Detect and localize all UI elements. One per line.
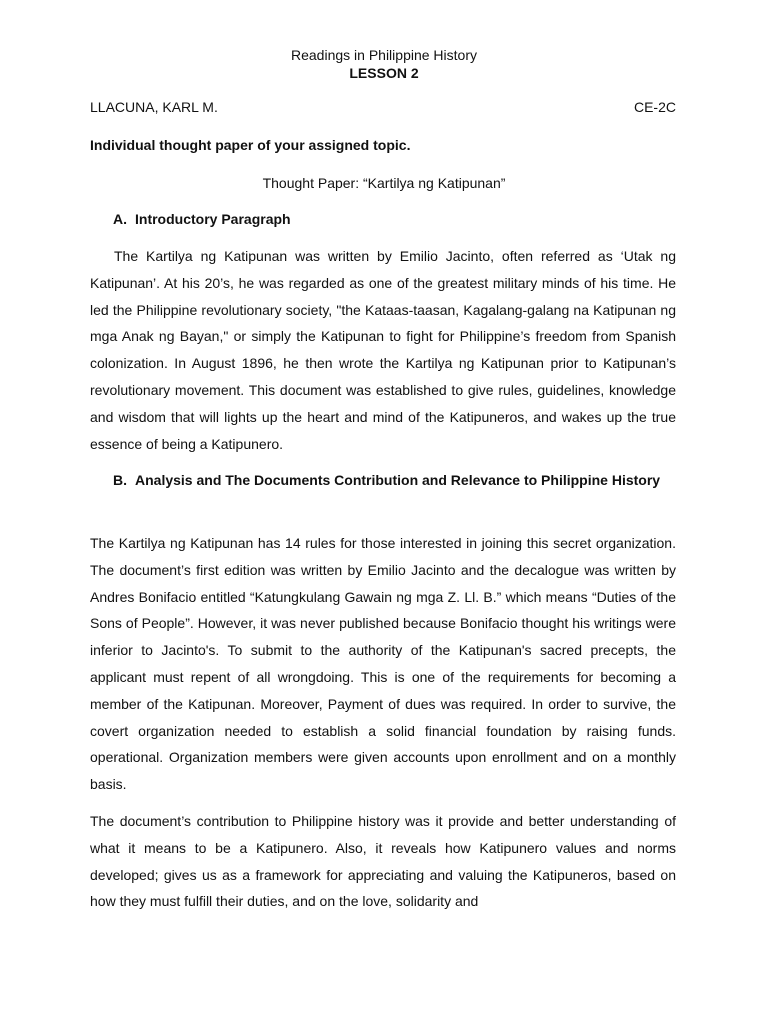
introductory-paragraph: The Kartilya ng Katipunan was written by Emilio Jacinto, often referred as ‘Utak ng Katipunan’. At his 20’s, he was regarded as one of the greatest military minds of his time. He led the Philippine revolutionary society, "the Kataas-taasan, Kagalang-galang na Katipunan ng mga Anak ng Bayan," or simply the Katipunan to fight for Philippine’s freedom from Spanish colonization. In August 1896, he then wrote the Kartilya ng Katipunan prior to Katipunan’s revolutionary movement. This document was established to give rules, guidelines, knowledge and wisdom that will lights up the heart and mind of the Katipuneros, and wakes up the true essence of being a Katipunero. (90, 248, 676, 452)
course-title: Readings in Philippine History (291, 47, 477, 63)
assignment-instruction: Individual thought paper of your assigned topic. (90, 137, 411, 153)
analysis-paragraph: The Kartilya ng Katipunan has 14 rules for those interested in joining this secret organization. The document’s first edition was written by Emilio Jacinto and the decalogue was written by Andres Bonifacio entitled “Katungkulang Gawain ng mga Z. Ll. B.” which means “Duties of the Sons of People”. However, it was never published because Bonifacio thought his writings were inferior to Jacinto's. To submit to the authority of the Katipunan's sacred precepts, the applicant must repent of all wrongdoing. This is one of the requirements for becoming a member of the Katipunan. Moreover, Payment of dues was required. In order to survive, the covert organization needed to establish a solid financial foundation by raising funds. operational. Organization members were given accounts upon enrollment and on a monthly basis. (90, 535, 676, 793)
section-marker: B. (113, 472, 127, 488)
lesson-title: LESSON 2 (349, 65, 419, 81)
section-marker: A. (113, 211, 127, 227)
section-heading-introduction (113, 206, 676, 233)
class-section: CE-2C (633, 99, 676, 115)
section-heading-text: Introductory Paragraph (135, 211, 291, 227)
paper-title: Thought Paper: “Kartilya ng Katipunan” (262, 175, 506, 191)
contribution-paragraph: The document’s contribution to Philippine history was it provide and better understanding of what it means to be a Katipunero. Also, it reveals how Katipunero values and norms developed; gives us as a framework for appreciating and valuing the Katipuneros, based on how they must fulfill their duties, and on the love, solidarity and (90, 813, 676, 910)
section-heading-analysis (113, 467, 676, 494)
section-heading-text: Analysis and The Documents Contribution and Relevance to Philippine History (135, 472, 661, 488)
student-name: LLACUNA, KARL M. (90, 99, 218, 115)
